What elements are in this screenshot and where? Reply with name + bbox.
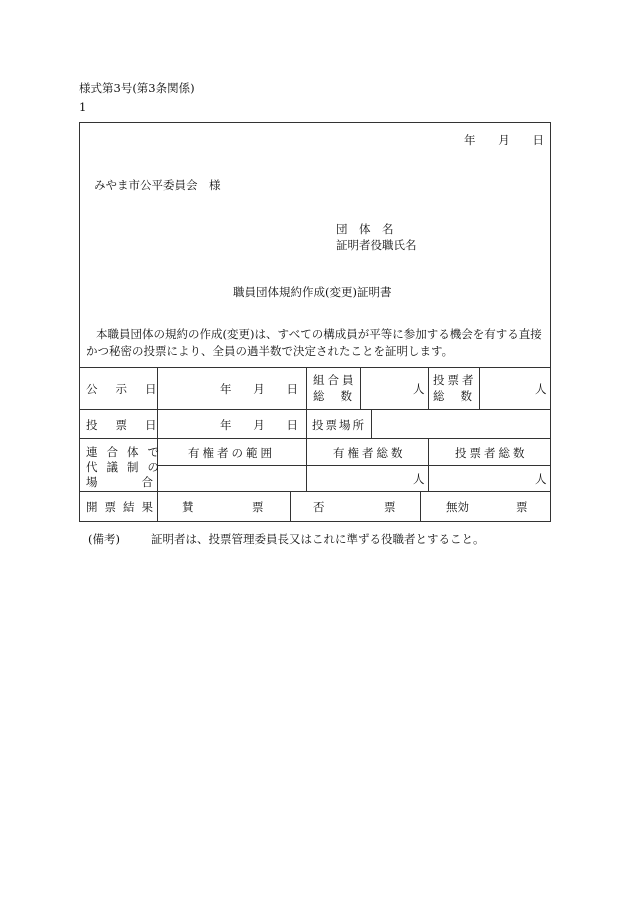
page-index: 1 — [79, 100, 87, 114]
voting-place-label: 投票場所 — [312, 418, 366, 432]
voting-date-value — [220, 417, 298, 433]
row-rule-2 — [79, 438, 551, 439]
federation-label-2: 代議制の — [86, 460, 168, 474]
rule-a — [306, 367, 307, 438]
members-total-label-1: 組合員 — [313, 373, 357, 387]
org-name-label: 団 体 名 — [336, 222, 394, 236]
document-title: 職員団体規約作成(変更)証明書 — [233, 285, 392, 299]
form-number: 様式第3号(第3条関係) — [79, 81, 195, 95]
yes-label: 賛 — [182, 500, 194, 514]
note-text: 証明者は、投票管理委員長又はこれに準ずる役職者とすること。 — [151, 532, 485, 546]
eligible-unit: 人 — [413, 472, 425, 486]
date-day: 日 — [532, 133, 544, 147]
federation-label-1: 連合体で — [86, 445, 168, 459]
date-line — [464, 132, 544, 148]
announcement-date-value — [220, 381, 298, 397]
voting-day: 日 — [286, 418, 298, 432]
rule-e — [371, 409, 372, 438]
certification-text: 本職員団体の規約の作成(変更)は、すべての構成員が平等に参加する機会を有する直接かつ秘密の投票により、全員の過半数で決定されたことを証明します。 — [86, 327, 542, 358]
table-top-rule — [79, 367, 551, 368]
count-result-label: 開票結果 — [86, 500, 160, 514]
rule-f — [306, 438, 307, 491]
yes-unit: 票 — [252, 500, 264, 514]
addressee: みやま市公平委員会 様 — [94, 178, 221, 192]
rule-i — [420, 491, 421, 522]
rule-g — [428, 438, 429, 491]
voting-month: 月 — [253, 418, 265, 432]
date-month: 月 — [498, 133, 510, 147]
no-label: 否 — [313, 500, 325, 514]
announce-year: 年 — [220, 382, 232, 396]
announce-day: 日 — [286, 382, 298, 396]
members-unit: 人 — [413, 382, 425, 396]
row-rule-3 — [79, 491, 551, 492]
invalid-label: 無効 — [446, 500, 469, 514]
announce-month: 月 — [253, 382, 265, 396]
date-year: 年 — [464, 133, 476, 147]
row-rule-1 — [79, 409, 551, 410]
federation-label-3 — [86, 474, 197, 490]
invalid-unit: 票 — [516, 500, 528, 514]
note-label: (備考) — [88, 532, 120, 546]
rule-c — [428, 367, 429, 409]
eligible-scope-header: 有権者の範囲 — [188, 446, 275, 460]
voter-unit: 人 — [535, 472, 547, 486]
rule-h — [290, 491, 291, 522]
voter-total-header: 投票者総数 — [455, 446, 528, 460]
row3-mid-rule — [157, 465, 551, 466]
federation-label-3-text: 場合 — [86, 475, 197, 489]
voters-total-label-2: 総数 — [433, 389, 488, 403]
no-unit: 票 — [384, 500, 396, 514]
certifier-label: 証明者役職氏名 — [336, 238, 417, 252]
voters-unit: 人 — [535, 382, 547, 396]
voters-total-label-1: 投票者 — [433, 373, 477, 387]
members-total-label-2: 総数 — [313, 389, 368, 403]
voting-year: 年 — [220, 418, 232, 432]
announcement-date-label: 公示日 — [86, 382, 175, 396]
eligible-total-header: 有権者総数 — [333, 446, 406, 460]
voting-date-label: 投票日 — [86, 418, 175, 432]
